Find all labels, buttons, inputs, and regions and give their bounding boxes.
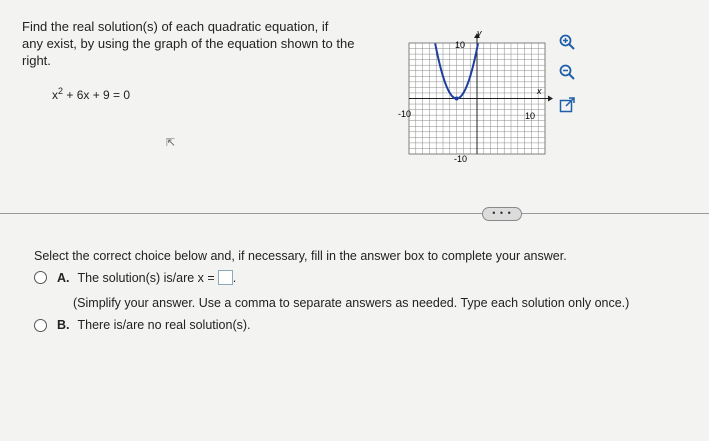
tick-label-bottom: -10 [454,154,468,164]
parabola-graph[interactable] [397,28,557,173]
zoom-in-icon [558,33,576,51]
tick-label-top: 10 [455,40,466,50]
choice-a-text: The solution(s) is/are x = [77,270,215,285]
answer-input[interactable] [218,270,233,285]
choice-b-text: There is/are no real solution(s). [77,318,251,332]
prompt-line-2: any exist, by using the graph of the equation shown to the [22,36,355,51]
choice-a-note: (Simplify your answer. Use a comma to separate answers as needed. Type each solution only once.) [73,296,630,310]
choice-a[interactable] [34,270,236,285]
section-divider [0,213,709,214]
cursor-icon: ⇱ [166,137,176,149]
choice-b-letter: B. [57,318,70,332]
equation-base: x [52,88,58,102]
zoom-in-button[interactable] [556,31,578,53]
open-graph-button[interactable] [556,94,578,116]
zoom-out-button[interactable] [556,61,578,83]
choice-b-radio[interactable] [34,319,47,332]
equation [52,86,130,102]
equation-exponent: 2 [58,86,64,96]
choice-a-tail: . [232,270,237,285]
x-axis-arrow [548,96,553,102]
prompt-line-3: right. [22,53,51,68]
zoom-out-icon [558,63,576,81]
y-axis-label: y [477,28,482,38]
more-button[interactable]: • • • [482,207,522,221]
instruction-text: Select the correct choice below and, if necessary, fill in the answer box to complete your answer. [34,249,567,263]
question-prompt [22,18,382,69]
x-axis-label: x [537,86,542,96]
tick-label-right: 10 [525,111,536,121]
external-link-icon [558,96,576,114]
choice-a-radio[interactable] [34,271,47,284]
vertex-dot [455,97,459,101]
choice-a-letter: A. [57,270,70,285]
choice-b[interactable] [34,318,251,332]
tick-label-left: -10 [398,109,412,119]
prompt-line-1: Find the real solution(s) of each quadratic equation, if [22,19,329,34]
equation-rest: + 6x + 9 = 0 [63,88,131,102]
